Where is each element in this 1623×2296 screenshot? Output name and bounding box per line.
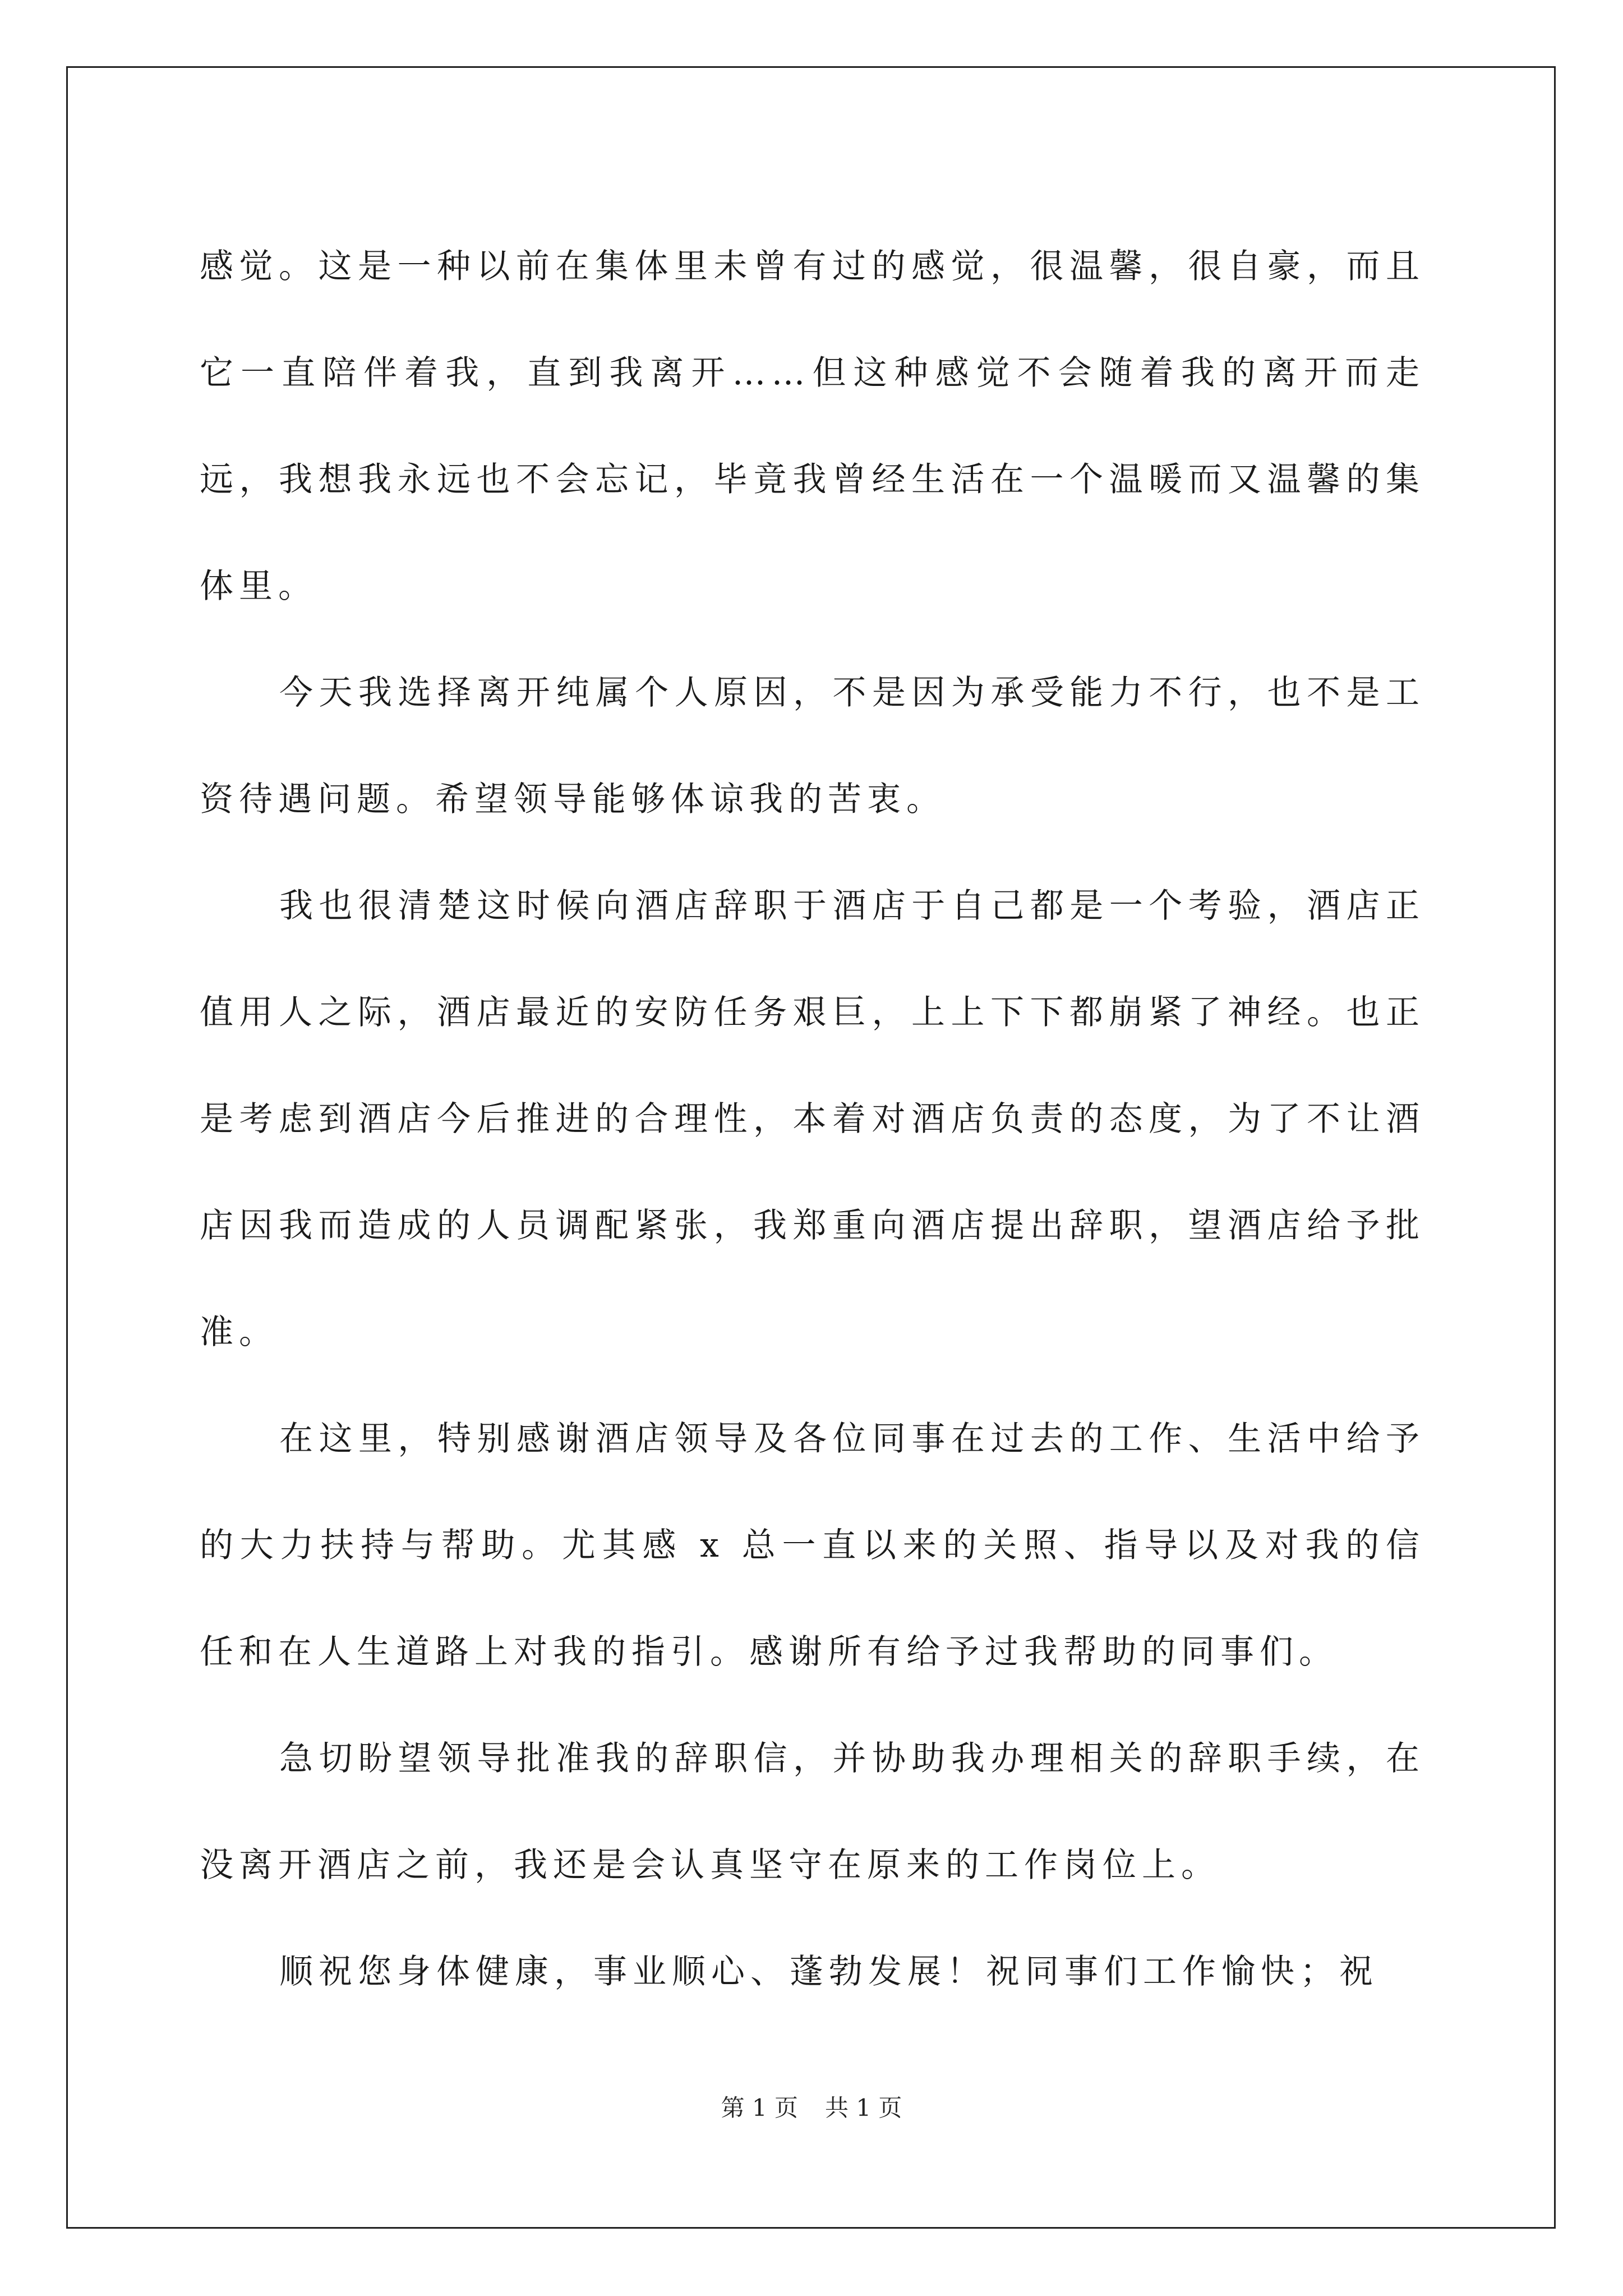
- document-body: [200, 213, 1425, 2025]
- page-footer: [0, 2092, 1623, 2124]
- paragraph-6: 顺祝您身体健康，事业顺心、蓬勃发展！祝同事们工作愉快；祝: [279, 1952, 1378, 1991]
- paragraph-4: 在这里，特别感谢酒店领导及各位同事在过去的工作、生活中给予的大力扶持与帮助。尤其感 x 总一直以来的关照、指导以及对我的信任和在人生道路上对我的指引。感谢所有给予过我帮助的同事们。: [200, 1419, 1425, 1672]
- paragraph-2: 今天我选择离开纯属个人原因，不是因为承受能力不行，也不是工资待遇问题。希望领导能够体谅我的苦衷。: [200, 673, 1425, 819]
- paragraph-1: 感觉。这是一种以前在集体里未曾有过的感觉，很温馨，很自豪，而且它一直陪伴着我，直到我离开……但这种感觉不会随着我的离开而走远，我想我永远也不会忘记，毕竟我曾经生活在一个温暖而又温馨的集体里。: [200, 247, 1425, 606]
- page-number: 第 1 页: [721, 2094, 798, 2122]
- paragraph-5: 急切盼望领导批准我的辞职信，并协助我办理相关的辞职手续，在没离开酒店之前，我还是会认真坚守在原来的工作岗位上。: [200, 1739, 1425, 1885]
- page-total: 共 1 页: [825, 2094, 902, 2122]
- paragraph-3: 我也很清楚这时候向酒店辞职于酒店于自己都是一个考验，酒店正值用人之际，酒店最近的安防任务艰巨，上上下下都崩紧了神经。也正是考虑到酒店今后推进的合理性，本着对酒店负责的态度，为了不让酒店因我而造成的人员调配紧张，我郑重向酒店提出辞职，望酒店给予批准。: [200, 886, 1425, 1352]
